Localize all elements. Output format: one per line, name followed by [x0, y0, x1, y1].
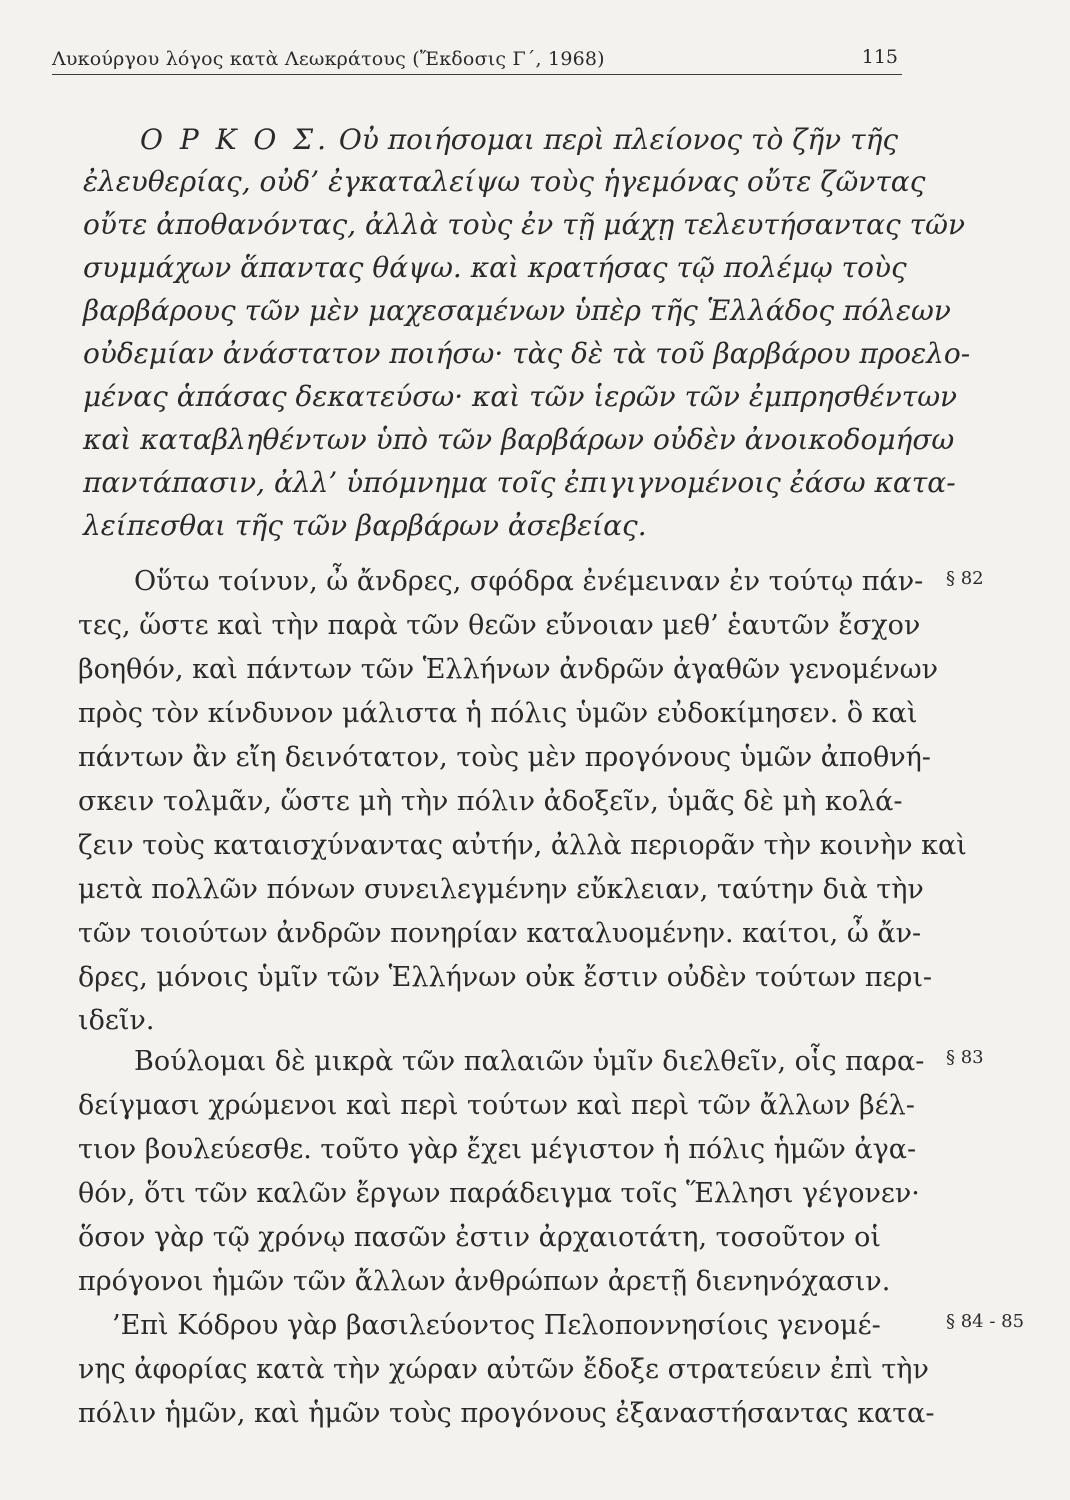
oath-line: οὔτε ἀποθανόντας, ἀλλὰ τοὺς ἐν τῇ μάχῃ τελευτήσαντας τῶν: [83, 208, 965, 241]
text-line: τιον βουλεύεσθε. τοῦτο γὰρ ἔχει μέγιστον ἡ πόλις ἡμῶν ἀγα-: [78, 1134, 917, 1165]
text-line: δείγμασι χρώμενοι καὶ περὶ τούτων καὶ περὶ τῶν ἄλλων βέλ-: [78, 1090, 915, 1121]
oath-line: ἐλευθερίας, οὐδ’ ἐγκαταλείψω τοὺς ἡγεμόνας οὔτε ζῶντας: [83, 165, 926, 198]
oath-line-text: Οὐ ποιήσομαι περὶ πλείονος τὸ ζῆν τῆς: [329, 123, 899, 156]
text-line: πόλιν ἡμῶν, καὶ ἡμῶν τοὺς προγόνους ἐξαναστήσαντας κατα-: [78, 1398, 935, 1429]
section-marker-84-85: § 84 - 85: [946, 1311, 1025, 1332]
oath-line: βαρβάρους τῶν μὲν μαχεσαμένων ὑπὲρ τῆς Ἑλλάδος πόλεων: [83, 294, 951, 327]
text-line: ζειν τοὺς καταισχύναντας αὐτήν, ἀλλὰ περιορᾶν τὴν κοινὴν καὶ: [78, 830, 967, 861]
oath-line: λείπεσθαι τῆς τῶν βαρβάρων ἀσεβείας.: [83, 509, 647, 542]
text-line: μετὰ πολλῶν πόνων συνειλεγμένην εὔκλειαν, ταύτην διὰ τὴν: [78, 874, 924, 905]
text-line: θόν, ὅτι τῶν καλῶν ἔργων παράδειγμα τοῖς Ἕλλησι γέγονεν·: [78, 1178, 920, 1209]
oath-line: συμμάχων ἅπαντας θάψω. καὶ κρατήσας τῷ πολέμῳ τοὺς: [83, 251, 907, 284]
oath-line: οὐδεμίαν ἀνάστατον ποιήσω· τὰς δὲ τὰ τοῦ βαρβάρου προελο-: [83, 337, 971, 370]
text-line: νης ἀφορίας κατὰ τὴν χώραν αὐτῶν ἔδοξε στρατεύειν ἐπὶ τὴν: [78, 1354, 929, 1385]
text-line: ιδεῖν.: [78, 1005, 155, 1036]
text-line: Βούλομαι δὲ μικρὰ τῶν παλαιῶν ὑμῖν διελθεῖν, οἷς παρα-: [134, 1046, 925, 1077]
oath-line: καὶ καταβληθέντων ὑπὸ τῶν βαρβάρων οὐδὲν ἀνοικοδομήσω: [83, 423, 955, 456]
text-line: σκειν τολμᾶν, ὥστε μὴ τὴν πόλιν ἀδοξεῖν, ὑμᾶς δὲ μὴ κολά-: [78, 786, 903, 817]
text-line: πρὸς τὸν κίνδυνον μάλιστα ἡ πόλις ὑμῶν εὐδοκίμησεν. ὃ καὶ: [78, 698, 918, 729]
text-line: πάντων ἂν εἴη δεινότατον, τοὺς μὲν προγόνους ὑμῶν ἀποθνή-: [78, 742, 931, 773]
oath-line: [140, 124, 898, 156]
oath-line: παντάπασιν, ἀλλ’ ὑπόμνημα τοῖς ἐπιγιγνομένοις ἐάσω κατα-: [83, 466, 956, 499]
section-marker-83: § 83: [946, 1047, 984, 1068]
text-line: δρες, μόνοις ὑμῖν τῶν Ἑλλήνων οὐκ ἔστιν οὐδὲν τούτων περι-: [78, 962, 933, 993]
oath-line: μένας ἁπάσας δεκατεύσω· καὶ τῶν ἱερῶν τῶν ἐμπρησθέντων: [83, 380, 958, 413]
oath-title: Ο Ρ Κ Ο Σ.: [140, 123, 330, 156]
section-marker-82: § 82: [946, 568, 984, 589]
text-line: τῶν τοιούτων ἀνδρῶν πονηρίαν καταλυομένην. καίτοι, ὦ ἄν-: [78, 918, 922, 949]
text-line: βοηθόν, καὶ πάντων τῶν Ἑλλήνων ἀνδρῶν ἀγαθῶν γενομένων: [78, 654, 939, 685]
header-title: Λυκούργου λόγος κατὰ Λεωκράτους (Ἔκδοσις Γ΄, 1968): [52, 48, 605, 70]
page-number: 115: [861, 46, 898, 68]
text-line: ὅσον γὰρ τῷ χρόνῳ πασῶν ἐστιν ἀρχαιοτάτη, τοσοῦτον οἱ: [78, 1222, 881, 1253]
text-line: πρόγονοι ἡμῶν τῶν ἄλλων ἀνθρώπων ἀρετῇ διενηνόχασιν.: [78, 1266, 891, 1297]
text-line: τες, ὥστε καὶ τὴν παρὰ τῶν θεῶν εὔνοιαν μεθ’ ἑαυτῶν ἔσχον: [78, 610, 921, 641]
text-line: ’Επὶ Κόδρου γὰρ βασιλεύοντος Πελοποννησίοις γενομέ-: [112, 1310, 881, 1341]
running-header: [52, 42, 902, 75]
text-line: Οὕτω τοίνυν, ὦ ἄνδρες, σφόδρα ἐνέμειναν ἐν τούτῳ πάν-: [134, 566, 924, 597]
